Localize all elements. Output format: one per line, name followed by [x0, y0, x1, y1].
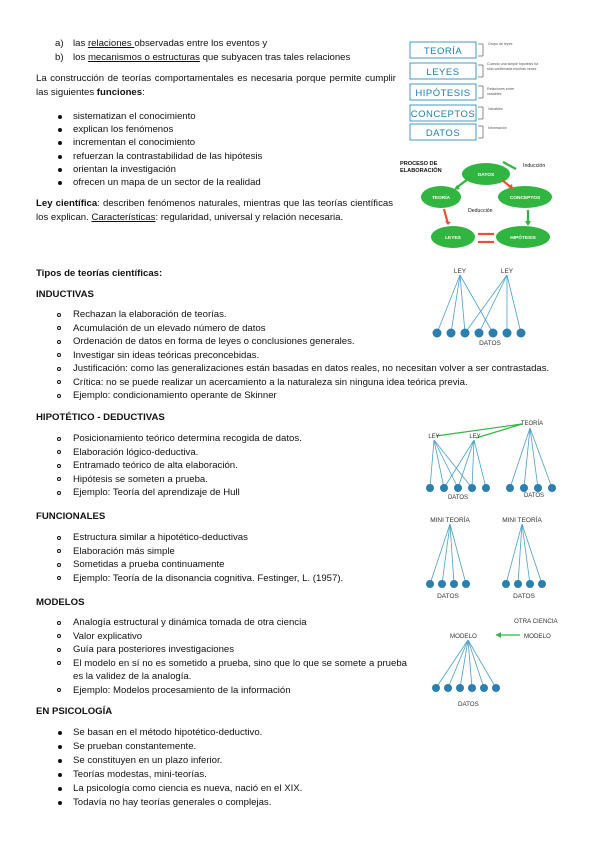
- function-item: orientan la investigación: [73, 163, 176, 175]
- function-item: explican los fenómenos: [73, 124, 174, 136]
- section-title: EN PSICOLOGÍA: [36, 706, 113, 717]
- bullet-icon: [58, 128, 62, 132]
- section-item: Estructura similar a hipotético-deductivas: [73, 532, 248, 543]
- function-item: refuerzan la contrastabilidad de las hipótesis: [73, 150, 263, 162]
- intro-item-b: b): [55, 52, 64, 63]
- circle-bullet-icon: [57, 437, 61, 441]
- section-item: Ejemplo: Teoría del aprendizaje de Hull: [73, 487, 240, 498]
- bullet-icon: [58, 801, 62, 805]
- section-title: FUNCIONALES: [36, 511, 106, 522]
- section-item: Todavía no hay teorías generales o complejas.: [73, 797, 272, 808]
- section-item: Se basan en el método hipotético-deductivo.: [73, 727, 263, 738]
- bullet-icon: [58, 745, 62, 749]
- fn-mini-2: MINI TEORÍA: [502, 517, 542, 524]
- circle-bullet-icon: [57, 326, 61, 330]
- ind-ley-1: LEY: [453, 268, 467, 275]
- circle-bullet-icon: [57, 464, 61, 468]
- bullet-icon: [58, 759, 62, 763]
- intro-item-b-text: los mecanismos o estructuras que subyacen tras tales relaciones: [73, 52, 351, 63]
- model-label-2: MODELO: [524, 633, 551, 640]
- hier-note-4: Variables: [488, 107, 503, 111]
- circle-bullet-icon: [57, 394, 61, 398]
- section-item: Analogía estructural y dinámica tomada de otra ciencia: [73, 617, 307, 628]
- types-title: Tipos de teorías científicas:: [36, 268, 163, 279]
- section-title: INDUCTIVAS: [36, 289, 94, 300]
- circle-bullet-icon: [57, 536, 61, 540]
- model-label: MODELO: [450, 633, 477, 640]
- section-item: Hipótesis se someten a prueba.: [73, 473, 208, 485]
- section-item: El modelo en sí no es sometido a prueba, sino que lo que se somete a prueba es la validez de la analogía.: [73, 657, 407, 682]
- node-datos: DATOS: [477, 173, 495, 178]
- section-item: Ejemplo: condicionamiento operante de Skinner: [73, 390, 277, 401]
- intro-item-a: a): [55, 38, 64, 49]
- hd-teoria: TEORÍA: [520, 421, 544, 427]
- section-item: Ordenación de datos en forma de leyes o conclusiones generales.: [73, 336, 355, 347]
- section-item: Valor explicativo: [73, 630, 143, 642]
- other-science-label: OTRA CIENCIA: [514, 618, 558, 625]
- bullet-icon: [58, 168, 62, 172]
- section-title: MODELOS: [36, 597, 85, 608]
- section-item: Entramado teórico de alta elaboración.: [73, 460, 238, 471]
- hier-note-1: Grupo de leyes: [488, 42, 513, 46]
- model-figure: [418, 614, 578, 710]
- hd-ley-2: LEY: [469, 434, 481, 440]
- deduction-label: Deducción: [468, 208, 493, 214]
- hier-level-teoria: TEORÍA: [423, 46, 463, 57]
- section-item: Crítica: no se puede realizar un acercamiento a la naturaleza sin ninguna idea teórica previa.: [73, 376, 468, 388]
- section-item: Teorías modestas, mini-teorías.: [73, 769, 207, 780]
- section-item: Ejemplo: Modelos procesamiento de la información: [73, 684, 291, 696]
- hd-datos-1: DATOS: [447, 495, 469, 501]
- bullet-icon: [58, 181, 62, 185]
- section-item: Rechazan la elaboración de teorías.: [73, 309, 227, 320]
- circle-bullet-icon: [57, 563, 61, 567]
- circle-bullet-icon: [57, 353, 61, 357]
- process-title: PROCESO DE ELABORACIÓN: [400, 161, 442, 174]
- function-item: incrementan el conocimiento: [73, 137, 196, 149]
- node-conceptos: CONCEPTOS: [509, 196, 541, 201]
- circle-bullet-icon: [57, 648, 61, 652]
- function-item: ofrecen un mapa de un sector de la realidad: [73, 177, 261, 188]
- section-item: Guía para posteriores investigaciones: [73, 644, 235, 655]
- section-item: Acumulación de un elevado número de datos: [73, 322, 266, 334]
- circle-bullet-icon: [57, 450, 61, 454]
- circle-bullet-icon: [57, 661, 61, 665]
- bullet-icon: [58, 155, 62, 159]
- fn-mini-1: MINI TEORÍA: [430, 517, 470, 524]
- circle-bullet-icon: [57, 380, 61, 384]
- node-teoria: TEORÍA: [431, 196, 451, 201]
- hierarchy-figure: [398, 36, 588, 142]
- hier-note-2: Cuando una simple hipótesis ha sido confirmada muchas veces: [487, 62, 539, 71]
- section-item: Elaboración lógico-deductiva.: [73, 446, 199, 458]
- node-hipotesis: HIPÓTESIS: [510, 236, 536, 241]
- process-figure: [398, 152, 588, 252]
- circle-bullet-icon: [57, 576, 61, 580]
- hd-datos-2: DATOS: [523, 493, 545, 499]
- functional-figure: [418, 512, 558, 602]
- ind-ley-2: LEY: [500, 268, 514, 275]
- circle-bullet-icon: [57, 688, 61, 692]
- bullet-icon: [58, 773, 62, 777]
- bullet-icon: [58, 787, 62, 791]
- function-item: sistematizan el conocimiento: [73, 111, 196, 122]
- ley-paragraph: Ley científica: describen fenómenos naturales, mientras que las teorías científicas los explican. Características: regularidad, universal y relación necesaria.: [36, 198, 393, 223]
- hier-note-5: Información: [488, 126, 507, 130]
- ind-datos: DATOS: [479, 340, 501, 346]
- section-item: Ejemplo: Teoría de la disonancia cognitiva. Festinger, L. (1957).: [73, 572, 344, 584]
- circle-bullet-icon: [57, 549, 61, 553]
- section-title: HIPOTÉTICO - DEDUCTIVAS: [36, 412, 165, 423]
- induction-label: Inducción: [523, 163, 546, 169]
- construction-paragraph: La construcción de teorías comportamentales es necesaria porque permite cumplir las siguientes funciones:: [36, 73, 396, 98]
- fn-datos-1: DATOS: [437, 593, 459, 600]
- model-datos: DATOS: [458, 701, 479, 708]
- hd-ley-1: LEY: [428, 434, 440, 440]
- hier-level-datos: DATOS: [425, 128, 461, 139]
- section-item: Se prueban constantemente.: [73, 741, 197, 752]
- circle-bullet-icon: [57, 313, 61, 317]
- section-item: Posicionamiento teórico determina recogida de datos.: [73, 433, 302, 444]
- hier-level-hipotesis: HIPÓTESIS: [415, 88, 471, 99]
- section-item: Sometidas a prueba continuamente: [73, 559, 225, 570]
- section-item: Elaboración más simple: [73, 545, 175, 557]
- bullet-icon: [58, 141, 62, 145]
- circle-bullet-icon: [57, 367, 61, 371]
- circle-bullet-icon: [57, 340, 61, 344]
- bullet-icon: [58, 731, 62, 735]
- hier-level-leyes: LEYES: [426, 67, 460, 78]
- node-leyes: LEYES: [445, 236, 461, 241]
- hypothetico-figure: [418, 416, 558, 502]
- circle-bullet-icon: [57, 634, 61, 638]
- hier-level-conceptos: CONCEPTOS: [410, 109, 476, 120]
- fn-datos-2: DATOS: [513, 593, 535, 600]
- circle-bullet-icon: [57, 477, 61, 481]
- hier-note-3: Relaciones entre variables: [487, 87, 514, 96]
- bullet-icon: [58, 115, 62, 119]
- section-item: Investigar sin ideas teóricas preconcebidas.: [73, 349, 260, 361]
- section-item: Justificación: como las generalizaciones están basadas en datos reales, no necesitan volver a ser contrastadas.: [73, 363, 550, 374]
- inductive-figure: [425, 266, 545, 346]
- section-item: La psicología como ciencia es nueva, nació en el XIX.: [73, 783, 303, 794]
- intro-item-a-text: las relaciones observadas entre los eventos y: [73, 38, 268, 49]
- circle-bullet-icon: [57, 621, 61, 625]
- section-item: Se constituyen en un plazo inferior.: [73, 755, 223, 766]
- circle-bullet-icon: [57, 491, 61, 495]
